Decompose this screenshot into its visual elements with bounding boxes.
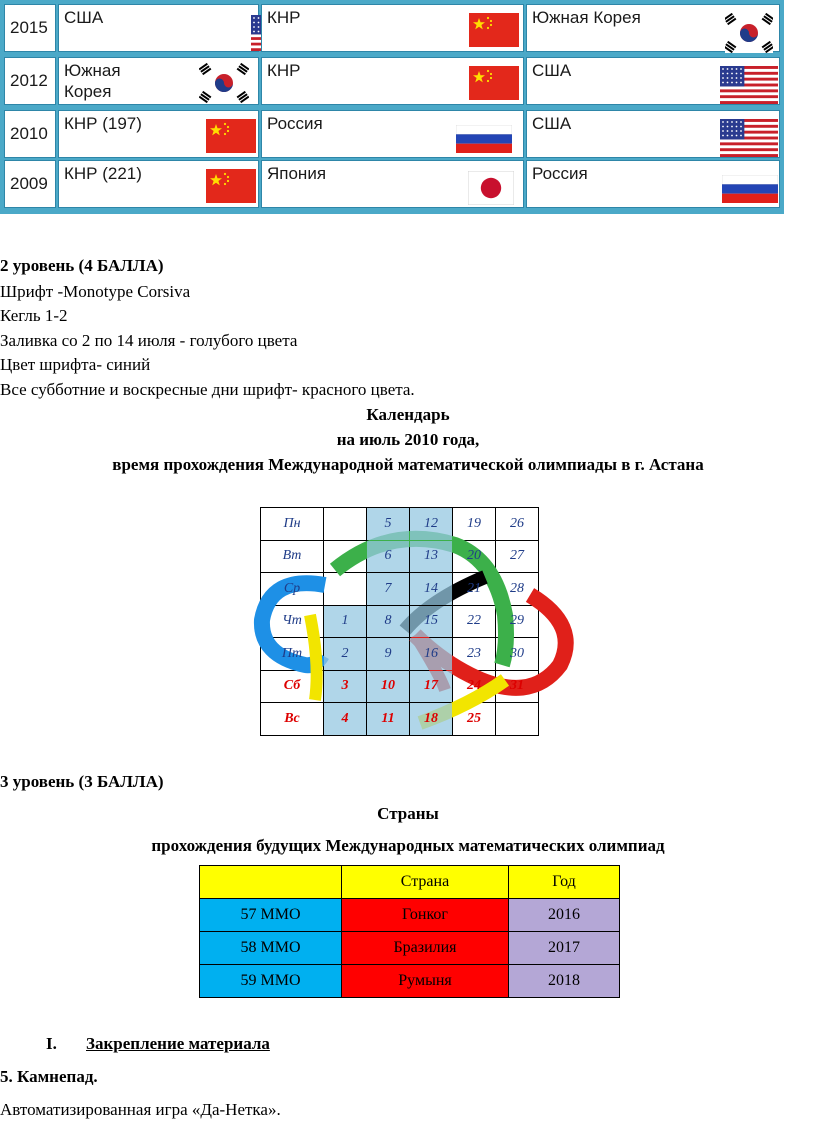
- section-title: Закрепление материала: [86, 1034, 270, 1053]
- country-label: США: [64, 8, 104, 27]
- korea-flag-icon: [199, 62, 249, 109]
- table-cell: 57 ММО: [200, 899, 342, 932]
- weekday-label: Вт: [261, 540, 324, 573]
- country-label: Россия: [532, 164, 588, 183]
- weekday-label: Вс: [261, 703, 324, 736]
- calendar-description: время прохождения Международной математической олимпиады в г. Астана: [112, 455, 704, 474]
- level2-line-size: Кегль 1-2: [0, 306, 68, 325]
- country-cell: [261, 57, 524, 105]
- table-header-cell: Год: [509, 866, 620, 899]
- table-header-cell: Страна: [342, 866, 509, 899]
- calendar-subtitle: на июль 2010 года,: [336, 430, 480, 449]
- country-label: КНР (197): [64, 114, 142, 133]
- country-label: КНР: [267, 8, 301, 27]
- calendar-row: [261, 638, 539, 671]
- calendar-date-cell: 22: [453, 605, 496, 638]
- calendar-date-cell: 20: [453, 540, 496, 573]
- calendar-date-cell: [496, 703, 539, 736]
- calendar-date-cell: 17: [410, 670, 453, 703]
- calendar-date-cell: 8: [367, 605, 410, 638]
- calendar-date-cell: 18: [410, 703, 453, 736]
- table-cell: 59 ММО: [200, 965, 342, 998]
- calendar-date-cell: 12: [410, 508, 453, 541]
- country-cell: [58, 110, 259, 158]
- calendar-date-cell: 16: [410, 638, 453, 671]
- section-numeral: I.: [46, 1034, 57, 1053]
- country-label: Россия: [267, 114, 323, 133]
- japan-flag-icon: [468, 171, 514, 210]
- calendar-date-cell: 2: [324, 638, 367, 671]
- year-cell: [4, 160, 56, 208]
- level2-line-weekend: Все субботние и воскресные дни шрифт- красного цвета.: [0, 380, 415, 399]
- level2-line-fill: Заливка со 2 по 14 июля - голубого цвета: [0, 331, 298, 350]
- calendar-date-cell: 23: [453, 638, 496, 671]
- country-cell: [261, 4, 524, 52]
- calendar-date-cell: 9: [367, 638, 410, 671]
- calendar-date-cell: [324, 540, 367, 573]
- calendar-date-cell: 24: [453, 670, 496, 703]
- calendar-row: [261, 508, 539, 541]
- calendar-date-cell: 10: [367, 670, 410, 703]
- year-label: 2015: [10, 18, 48, 37]
- results-row: [0, 4, 784, 54]
- future-olympiads-table: [199, 865, 620, 998]
- year-cell: [4, 110, 56, 158]
- china-flag-icon: [206, 169, 256, 208]
- china-flag-icon: [469, 66, 519, 105]
- korea-flag-icon: [725, 13, 773, 58]
- calendar-date-cell: 30: [496, 638, 539, 671]
- calendar-date-cell: [324, 573, 367, 606]
- table-cell: Бразилия: [342, 932, 509, 965]
- calendar-date-cell: [324, 508, 367, 541]
- calendar-row: [261, 605, 539, 638]
- calendar-date-cell: 21: [453, 573, 496, 606]
- country-label: Япония: [267, 164, 327, 183]
- calendar-date-cell: 13: [410, 540, 453, 573]
- country-cell: [261, 110, 524, 158]
- china-flag-icon: [469, 13, 519, 52]
- calendar-date-cell: 6: [367, 540, 410, 573]
- calendar-date-cell: 27: [496, 540, 539, 573]
- calendar-date-cell: 14: [410, 573, 453, 606]
- calendar-date-cell: 3: [324, 670, 367, 703]
- table-cell: Гонког: [342, 899, 509, 932]
- country-label: Южная Корея: [532, 8, 641, 27]
- results-row: [0, 160, 784, 210]
- country-cell: [58, 57, 259, 105]
- table-cell: 58 ММО: [200, 932, 342, 965]
- table-cell: 2018: [509, 965, 620, 998]
- weekday-label: Ср: [261, 573, 324, 606]
- table-row: [200, 965, 620, 998]
- level2-line-color: Цвет шрифта- синий: [0, 355, 151, 374]
- table-row: [200, 932, 620, 965]
- calendar-row: [261, 540, 539, 573]
- weekday-label: Чт: [261, 605, 324, 638]
- country-label: КНР (221): [64, 164, 142, 183]
- year-label: 2010: [10, 124, 48, 143]
- calendar-date-cell: 31: [496, 670, 539, 703]
- calendar-date-cell: 5: [367, 508, 410, 541]
- country-label: США: [532, 114, 572, 133]
- calendar-date-cell: 19: [453, 508, 496, 541]
- calendar-date-cell: 11: [367, 703, 410, 736]
- level2-line-font: Шрифт -Monotype Corsiva: [0, 282, 191, 301]
- level2-heading: 2 уровень (4 БАЛЛА): [0, 256, 164, 275]
- calendar-table: [260, 507, 539, 736]
- country-cell: [526, 110, 780, 158]
- weekday-label: Сб: [261, 670, 324, 703]
- calendar-row: [261, 573, 539, 606]
- table-cell: 2016: [509, 899, 620, 932]
- country-cell: [526, 4, 780, 52]
- country-label: США: [532, 61, 572, 80]
- calendar-date-cell: 29: [496, 605, 539, 638]
- item5-text: Автоматизированная игра «Да-Нетка».: [0, 1100, 281, 1119]
- results-row: [0, 110, 784, 160]
- calendar-date-cell: 7: [367, 573, 410, 606]
- calendar-title: Календарь: [366, 405, 450, 424]
- countries-title: Страны: [377, 804, 439, 823]
- country-cell: [526, 57, 780, 105]
- calendar-row: [261, 703, 539, 736]
- country-label: КНР: [267, 61, 301, 80]
- weekday-label: Пт: [261, 638, 324, 671]
- russia-flag-icon: [722, 175, 778, 208]
- calendar-date-cell: 4: [324, 703, 367, 736]
- level3-heading: 3 уровень (3 БАЛЛА): [0, 772, 164, 791]
- country-cell: [58, 160, 259, 208]
- table-row: [200, 899, 620, 932]
- weekday-label: Пн: [261, 508, 324, 541]
- calendar-date-cell: 25: [453, 703, 496, 736]
- results-row: [0, 57, 784, 107]
- country-cell: [526, 160, 780, 208]
- table-cell: 2017: [509, 932, 620, 965]
- usa-flag-icon: [720, 119, 778, 162]
- calendar-date-cell: 1: [324, 605, 367, 638]
- calendar-date-cell: 28: [496, 573, 539, 606]
- country-cell: [261, 160, 524, 208]
- year-cell: [4, 4, 56, 52]
- countries-subtitle: прохождения будущих Международных математических олимпиад: [151, 836, 665, 855]
- year-cell: [4, 57, 56, 105]
- usa-flag-icon: [720, 66, 778, 109]
- country-cell: [58, 4, 259, 52]
- table-cell: Румыня: [342, 965, 509, 998]
- year-label: 2009: [10, 174, 48, 193]
- calendar-date-cell: 15: [410, 605, 453, 638]
- country-label: Южная Корея: [64, 61, 121, 101]
- item5-heading: 5. Камнепад.: [0, 1067, 98, 1086]
- russia-flag-icon: [456, 125, 512, 158]
- table-header-row: [200, 866, 620, 899]
- china-flag-icon: [206, 119, 256, 158]
- year-label: 2012: [10, 71, 48, 90]
- results-table: [0, 0, 784, 214]
- table-header-cell: [200, 866, 342, 899]
- calendar-date-cell: 26: [496, 508, 539, 541]
- calendar-row: [261, 670, 539, 703]
